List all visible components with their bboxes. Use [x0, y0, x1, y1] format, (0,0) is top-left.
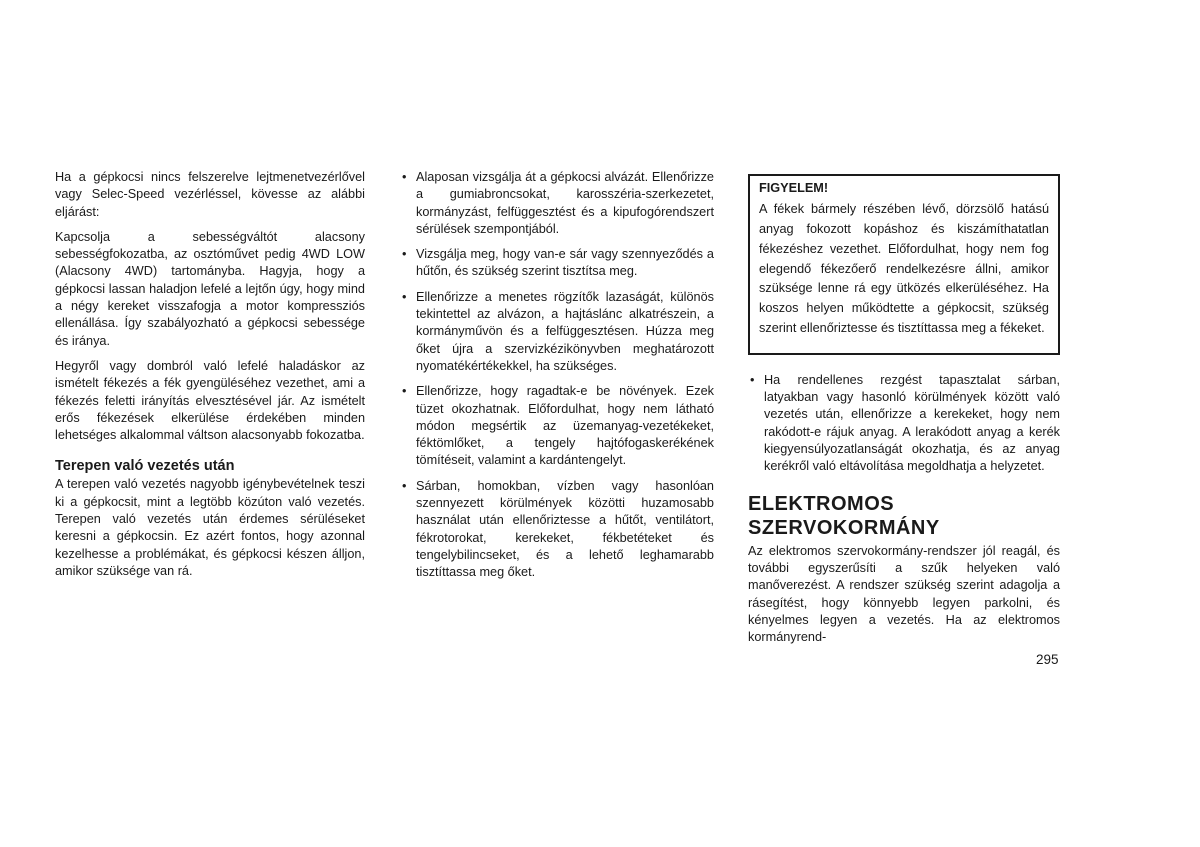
warning-box: [748, 174, 1060, 355]
list-item: [400, 289, 714, 375]
middle-column: [400, 169, 714, 590]
bullet-icon: •: [402, 289, 407, 304]
inspection-list: [400, 169, 714, 582]
left-column: [55, 169, 365, 588]
bullet-icon: •: [402, 384, 407, 399]
bullet-icon: •: [750, 372, 755, 387]
paragraph-power-steering: Az elektromos szervokormány-rendszer jól reagál, és további egyszerűsíti a szűk helyeken való manőverezést. A rendszer szükség szerint adagolja a rásegítést, hogy könnyebb legyen parkolni, és kényelmes legyen a vezetés. Ha az elektromos kormányrend-: [748, 543, 1060, 645]
list-item-text: Ellenőrizze a menetes rögzítők lazaságát, különös tekintettel az alvázon, a hajtáslánc alkatrészein, a kormányművön és a felfüggesztésen. Húzza meg őket újra a szervizkézikönyvben meghatározott nyomatékértékekkel, ha szükséges.: [416, 289, 714, 373]
list-item: [400, 246, 714, 281]
bullet-icon: •: [402, 478, 407, 493]
subheading-after-offroad: Terepen való vezetés után: [55, 458, 235, 475]
paragraph-selec-speed: Ha a gépkocsi nincs felszerelve lejtmenetvezérlővel vagy Selec-Speed vezérléssel, kövesse az alábbi eljárást:: [55, 170, 365, 219]
list-item-text: Vizsgálja meg, hogy van-e sár vagy szennyeződés a hűtőn, és szükség szerint tisztítsa meg.: [416, 247, 714, 279]
page-number: 295: [1036, 652, 1059, 667]
right-column: [748, 169, 1060, 654]
section-title: [748, 492, 1060, 540]
warning-text: A fékek bármely részében lévő, dörzsölő hatású anyag fokozott kopáshoz és kiszámíthatatlan fékezéshez vezethet. Előfordulhat, hogy nem fog elegendő fékezőerő rendelkezésre állni, amikor szüksége lenne rá egy ütközés elkerüléséhez. Ha koszos helyen működtette a gépkocsit, szükség szerint ellenőriztesse és tisztíttassa meg a fékeket.: [759, 202, 1049, 336]
section-title-line: ELEKTROMOS: [748, 492, 895, 515]
paragraph-low-gear: Kapcsolja a sebességváltót alacsony sebességfokozatba, az osztóművet pedig 4WD LOW (Alacsony 4WD) tartományba. Hagyja, hogy a gépkocsi lassan haladjon lefelé a lejtőn úgy, hogy mind a négy kereket visszafogja a motor kompressziós ellenállása. Így szabályozható a gépkocsi sebessége és iránya.: [55, 229, 365, 348]
warning-title: FIGYELEM!: [759, 181, 829, 195]
list-item-text: Ha rendellenes rezgést tapasztalat sárban, latyakban vagy hasonló körülmények között való vezetés után, ellenőrizze a kerekeket, hogy nem rakódott-e rájuk anyag. A lerakódott anyag a kerék kiegyensúlyozatlanságát okozhatja, és az anyag kerékről való eltávolítása megoldhatja a helyzetet.: [764, 372, 1060, 474]
list-item: [748, 372, 1060, 476]
list-item-text: Alaposan vizsgálja át a gépkocsi alvázát. Ellenőrizze a gumiabroncsokat, karosszéria-szerkezetet, kormányzást, felfüggesztést és a kipufogórendszert sérülések szempontjából.: [416, 170, 714, 236]
bullet-icon: •: [402, 247, 407, 262]
paragraph-after-offroad: A terepen való vezetés nagyobb igénybevételnek teszi ki a gépkocsit, mint a legtöbb közúton való vezetés. Terepen való vezetés után érdemes sérüléseket keresni a gépkocsin. Ez azért fontos, hogy azonnal kezelhesse a problémákat, és gépkocsi készen álljon, amikor szüksége van rá.: [55, 477, 365, 578]
paragraph-braking: Hegyről vagy dombról való lefelé haladáskor az ismételt fékezés a fék gyengüléséhez vezethet, ami a fékezés feletti irányítás elvesztésével jár. Az ismételt erős fékezések elkerülése érdekében minden lehetséges alkalommal váltson alacsonyabb fokozatba.: [55, 358, 365, 443]
list-item-text: Sárban, homokban, vízben vagy hasonlóan szennyezett körülmények közötti huzamosabb használat után ellenőriztesse a hűtőt, ventilátort, fékrotorokat, kerekeket, fékbetéteket és tengelybilincseket, és a lehető leghamarabb tisztíttassa meg őket.: [416, 478, 714, 580]
section-title-line: SZERVOKORMÁNY: [748, 516, 940, 539]
vibration-list: [748, 372, 1060, 476]
list-item: [400, 383, 714, 469]
bullet-icon: •: [402, 170, 407, 184]
list-item-text: Ellenőrizze, hogy ragadtak-e be növények. Ezek tüzet okozhatnak. Előfordulhat, hogy nem látható módon megsértik az üzemanyag-vezetékeket, féktömlőket, a tengely hajtófogaskerékének tömítéseit, valamint a kardántengelyt.: [416, 384, 714, 468]
list-item: [400, 478, 714, 582]
list-item: [400, 169, 714, 238]
